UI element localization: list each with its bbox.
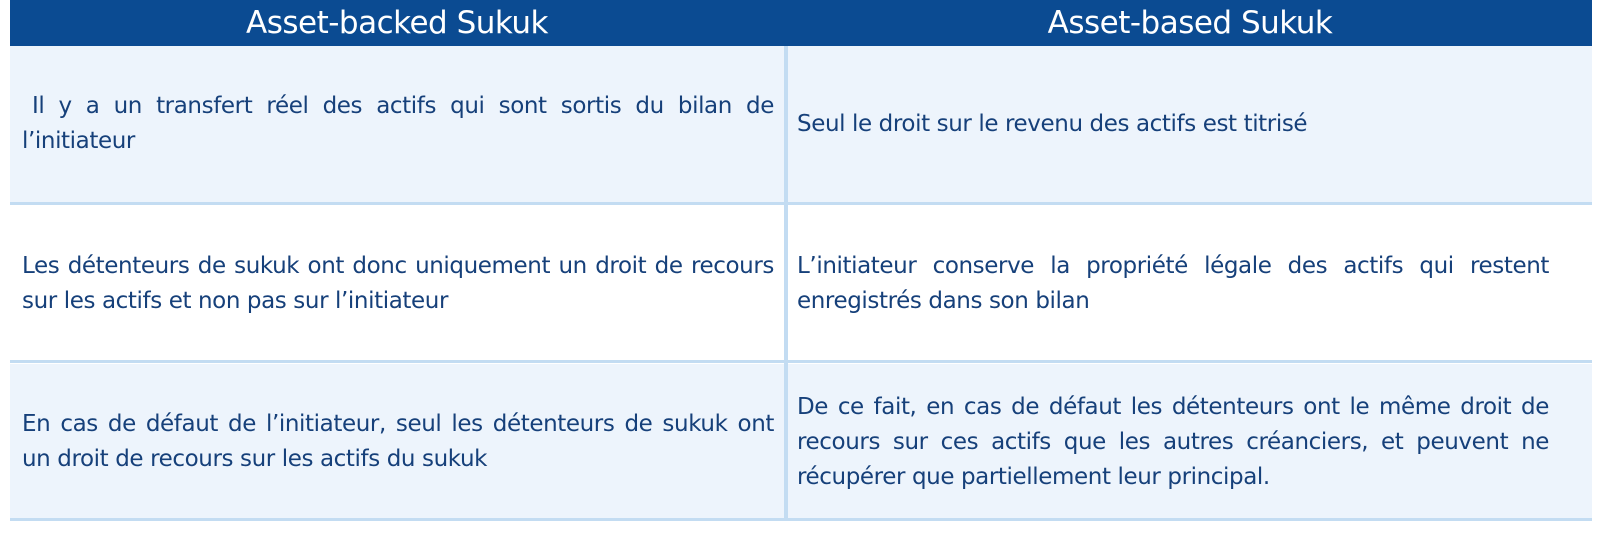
row-divider xyxy=(10,202,1592,205)
asset-backed-cell xyxy=(22,206,774,362)
cell-text: En cas de défaut de l’initiateur, seul les détenteurs de sukuk ont un droit de recours sur les actifs du sukuk xyxy=(22,411,774,472)
row-divider xyxy=(10,360,1592,363)
cell-text: De ce fait, en cas de défaut les détenteurs ont le même droit de recours sur ces actifs que les autres créanciers, et peuvent ne récupérer que partiellement leur principal. xyxy=(797,393,1549,490)
asset-based-cell xyxy=(797,364,1549,520)
table-row xyxy=(10,46,1592,202)
table-row xyxy=(10,206,1592,362)
asset-backed-cell xyxy=(22,46,774,202)
cell-text: L’initiateur conserve la propriété légale des actifs qui restent enregistrés dans son bilan xyxy=(797,253,1549,314)
table-header xyxy=(10,0,1592,46)
column-header-asset-backed: Asset-backed Sukuk xyxy=(245,5,548,41)
column-header-asset-based: Asset-based Sukuk xyxy=(1047,5,1333,41)
cell-text: Seul le droit sur le revenu des actifs est titrisé xyxy=(797,110,1308,137)
asset-based-cell xyxy=(797,46,1549,202)
column-divider xyxy=(784,46,788,520)
asset-backed-cell xyxy=(22,364,774,520)
asset-based-cell xyxy=(797,206,1549,362)
sukuk-comparison-table xyxy=(10,0,1592,534)
row-divider xyxy=(10,518,1592,521)
cell-text: Il y a un transfert réel des actifs qui sont sortis du bilan de l’initiateur xyxy=(22,93,774,154)
cell-text: Les détenteurs de sukuk ont donc uniquement un droit de recours sur les actifs et non pas sur l’initiateur xyxy=(22,253,774,314)
table-row xyxy=(10,364,1592,520)
